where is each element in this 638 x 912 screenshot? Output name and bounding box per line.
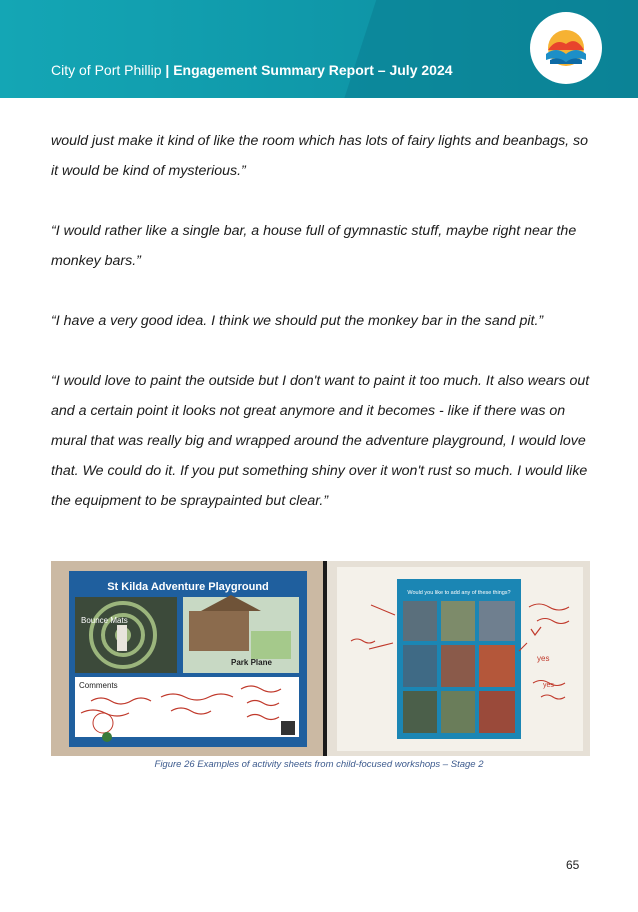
quote-2: “I would rather like a single bar, a house full of gymnastic stuff, maybe right near the monkey bars.” [51, 223, 577, 269]
right-sheet-note-yes: yes [537, 654, 550, 663]
right-sheet-note-yes-2: yes [543, 682, 554, 689]
activity-sheets-image [51, 561, 590, 756]
left-sheet-label-2: Park Plane [231, 658, 272, 667]
page-number: 65 [566, 858, 580, 872]
quote-4: “I would love to paint the outside but I don't want to paint it too much. It also wears out and a certain point it looks not great anymore and it becomes - like if there was on mural that was really big and wrapped around the adventure playground, I would love that. We could do it. If you put something shiny over it won't rust so much. I would like the equipment to be spraypainted but clear.” [51, 373, 590, 509]
logo-icon [530, 12, 602, 84]
page-header [0, 0, 638, 98]
left-sheet-comments: Comments [79, 681, 118, 690]
header-report-title: Engagement Summary Report – July 2024 [173, 62, 453, 78]
header-title [51, 62, 453, 78]
quote-3: “I have a very good idea. I think we should put the monkey bar in the sand pit.” [51, 313, 544, 329]
workshop-photos [51, 561, 590, 756]
left-sheet-label-1: Bounce Mats [81, 616, 128, 625]
right-sheet-heading: Would you like to add any of these things? [407, 590, 511, 596]
photo-grid [403, 601, 515, 733]
left-sheet-title: St Kilda Adventure Playground [107, 581, 269, 593]
quote-1: would just make it kind of like the room which has lots of fairy lights and beanbags, so it would be kind of mysterious.” [51, 133, 589, 179]
header-separator: | [165, 62, 170, 78]
figure-caption: Figure 26 Examples of activity sheets from child-focused workshops – Stage 2 [154, 759, 484, 770]
city-logo [530, 12, 602, 84]
header-org: City of Port Phillip [51, 62, 162, 78]
